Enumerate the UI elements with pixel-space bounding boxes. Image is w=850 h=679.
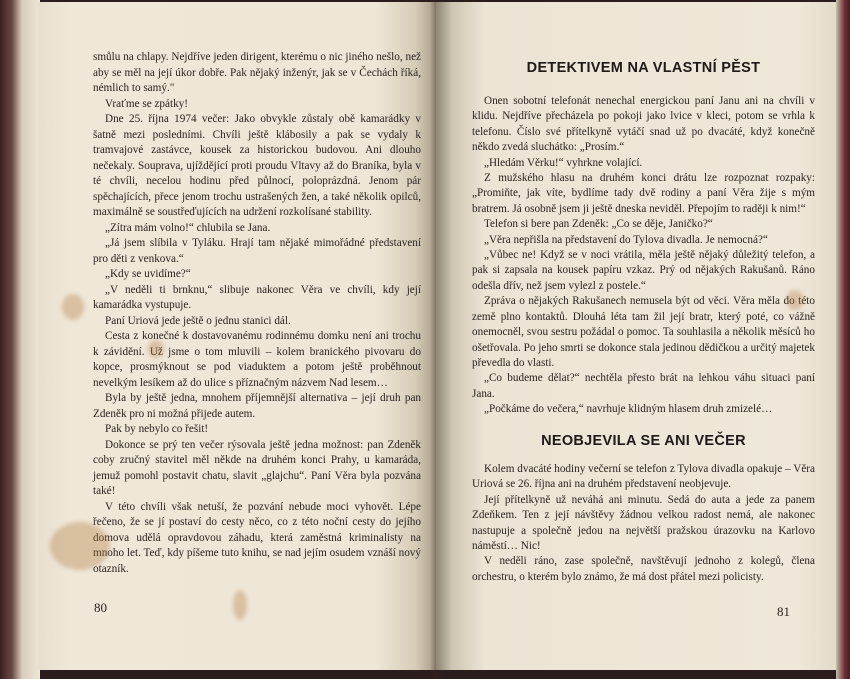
paragraph: Zpráva o nějakých Rakušanech nemusela být od věci. Věra měla do této země plno kontaktů. Dlouhá léta tam žil její bratr, který poté, co vážně onemocněl, svou sestru požádal o pomoc. Ta souhlasila a několik měsíců ho ošetřovala. Po jeho smrti se dokonce stala jedinou dědičkou a určitý majetek převedla do vlasti.: [472, 295, 815, 369]
page-stain: [50, 522, 110, 570]
right-page: [436, 2, 838, 670]
paragraph: Dokonce se prý ten večer rýsovala ještě jedna možnost: pan Zdeněk coby zručný stavitel měl někde na druhém konci Prahy, u kamaráda, jemuž pomohl postavit chatu, slavit „glajchu“. Paní Věra byla pozvána také!: [93, 438, 421, 497]
paragraph: „Počkáme do večera,“ navrhuje klidným hlasem druh zmizelé…: [484, 403, 773, 416]
paragraph: V této chvíli však netuší, že pozvání nebude moci vyhovět. Lépe řečeno, že se jí postaví do cesty něco, co z této noční cesty do jejího domova udělá opravdovou záhadu, která zaměstná kriminalisty na mnoho let. Teď, kdy píšeme tuto knihu, se nad jejím osudem vznáší nový otazník.: [93, 500, 421, 575]
chapter-heading: DETEKTIVEM NA VLASTNÍ PĚST: [526, 60, 761, 76]
page-stain: [233, 590, 247, 620]
right-cover-edge: [836, 0, 850, 679]
left-page-text: [93, 50, 421, 577]
paragraph: Dne 25. října 1974 večer: Jako obvykle zůstaly obě kamarádky v šatně mezi posledními. Chvíli ještě klábosily a pak se vydaly k tramvajové zastávce, kousek za historickou budovou. Ani dlouho nečekaly. Souprava, ujíždějící proti proudu Vltavy až do Braníka, byla v té chvíli, necelou hodinu před půlnocí, poloprázdná. Jenom pár spěchajících, přece jenom trochu ustrašených žen, a také několik opilců, maximálně se soustřeďujících na udržení rozkolísané stability.: [93, 113, 421, 218]
paragraph: „V neděli ti brnknu,“ slibuje nakonec Věra ve chvíli, kdy její kamarádka vystupuje.: [93, 283, 421, 311]
paragraph: Její přítelkyně už neváhá ani minutu. Sedá do auta a jede za panem Zdeňkem. Ten z její návštěvy žádnou velkou radost nemá, ale nakonec nastupuje a společně jedou na největší pražskou úrazovku na Karlovo náměstí… Nic!: [472, 493, 815, 553]
paragraph: Byla by ještě jedna, mnohem příjemnější alternativa – její druh pan Zdeněk pro ni možná přijede autem.: [93, 392, 421, 420]
paragraph: Onen sobotní telefonát nenechal energickou paní Janu ani na chvíli v klidu. Nejdříve přecházela po pokoji jako lvice v kleci, potom se vrhla k telefonu. Číslo své přítelkyně vytáčí snad už po dvacáté, když konečně někdo zvedá sluchátko: „Prosím.“: [472, 95, 815, 154]
paragraph: „Já jsem slíbila v Tyláku. Hrají tam nějaké mimořádné představení pro děti z venkova.“: [93, 237, 421, 265]
right-page-text-section1: [472, 94, 815, 418]
paragraph: Pak by nebylo co řešit!: [105, 423, 209, 435]
page-stain: [786, 290, 804, 310]
chapter-heading: NEOBJEVILA SE ANI VEČER: [541, 433, 746, 449]
paragraph: Vraťme se zpátky!: [105, 97, 189, 110]
paragraph: Kolem dvacáté hodiny večerní se telefon z Tylova divadla opakuje – Věra Uriová se 26. října ani na druhém představení neobjevuje.: [472, 463, 815, 491]
page-number-right: 81: [777, 604, 790, 619]
paragraph: „Vůbec ne! Když se v noci vrátila, měla ještě nějaký důležitý telefon, a pak si zapsala na kousek papíru vzkaz. Prý od nějakých Rakušanů. Ráno odešla dřív, než jsem vylezl z postele.“: [472, 249, 815, 292]
paragraph: „Kdy se uvidíme?“: [105, 268, 191, 280]
right-page-text-section2: [472, 462, 815, 585]
page-stain: [62, 294, 84, 320]
paragraph: „Věra nepřišla na představení do Tylova divadla. Je nemocná?“: [484, 233, 768, 246]
paragraph: Telefon si bere pan Zdeněk: „Co se děje, Janičko?“: [484, 218, 713, 231]
left-cover-edge: [0, 0, 40, 679]
paragraph: V neděli ráno, zase společně, navštěvují jednoho z kolegů, člena orchestru, o kterém bylo známo, že má dost přátel mezi policisty.: [472, 555, 815, 583]
paragraph: Cesta z konečné k dostavovanému rodinnému domku není ani trochu k závidění. Už jsme o tom mluvili – kolem branického pivovaru do kopce, prosmýknout se pod viaduktem a potom ještě proběhnout nevelkým lesíkem až do ulice s příznačným názvem Nad lesem…: [93, 330, 421, 389]
left-page: [38, 2, 436, 670]
paragraph: Z mužského hlasu na druhém konci drátu lze rozpoznat rozpaky: „Promiňte, jak víte, bydlíme tady dvě rodiny a paní Věra žije s mým bratrem. Já osobně jsem ji ještě dneska neviděl. Přepojím to raději k nim!“: [472, 172, 815, 215]
paragraph: Paní Uriová jede ještě o jednu stanici dál.: [105, 314, 291, 327]
page-stain: [148, 340, 164, 358]
paragraph: „Hledám Věrku!“ vyhrkne volající.: [484, 156, 643, 169]
paragraph: smůlu na chlapy. Nejdříve jeden dirigent, kterému o nic jiného nešlo, než aby se měl na její úkor dobře. Pak nějaký inženýr, jak se v Čechách říká, némlich to samý.": [93, 51, 421, 94]
paragraph: „Zítra mám volno!“ chlubila se Jana.: [105, 221, 271, 234]
paragraph: „Co budeme dělat?“ nechtěla přesto brát na lehkou váhu situaci paní Jana.: [472, 372, 815, 400]
page-number-left: 80: [94, 600, 107, 615]
